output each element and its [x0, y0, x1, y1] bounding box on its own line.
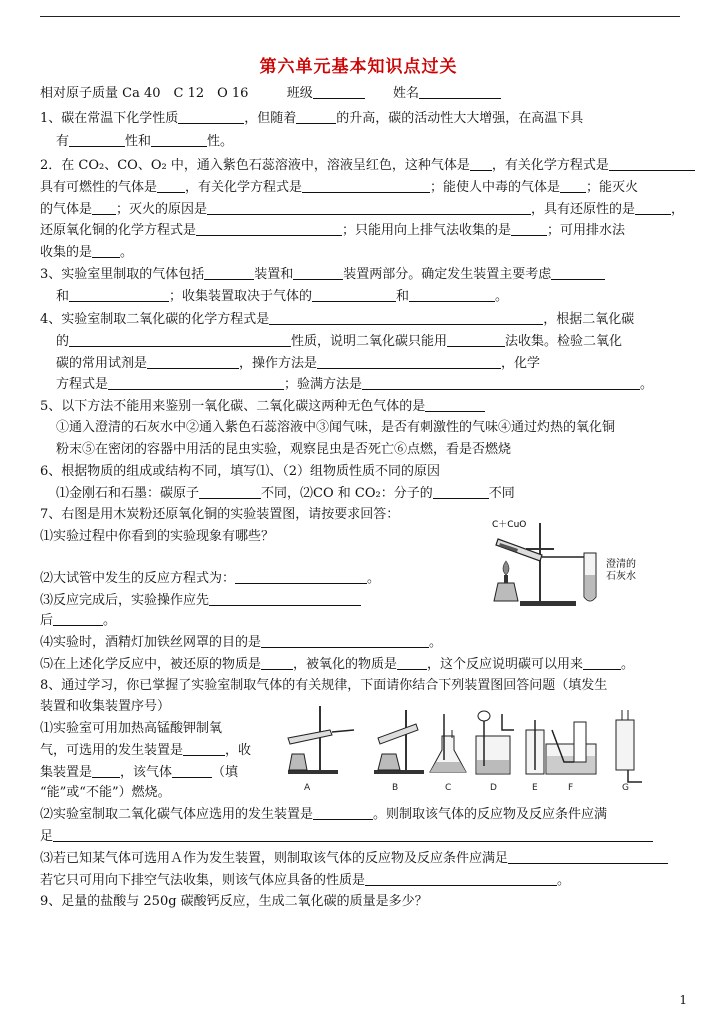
blank[interactable] [560, 179, 586, 193]
q7-line5: 后 。 [40, 613, 117, 628]
apparatus-label-c: C [445, 783, 452, 793]
q3-line1: 3、实验室里制取的气体包括 装置和 装置两部分。确定发生装置主要考虑 [40, 266, 605, 284]
q8-line10: 若它只可用向下排空气法收集，则该气体应具备的性质是 。 [40, 873, 571, 888]
q8-line3: ⑴实验室可用加热高锰酸钾制氧 [40, 721, 223, 736]
blank[interactable] [183, 742, 225, 756]
q7-line6: ⑷实验时，酒精灯加铁丝网罩的目的是 。 [40, 635, 443, 650]
q8-line8: 足 [40, 828, 653, 846]
apparatus-g [616, 710, 642, 782]
apparatus-label-b: B [392, 783, 399, 793]
blank[interactable] [397, 656, 427, 670]
apparatus-b [374, 710, 424, 774]
blank[interactable] [433, 485, 489, 499]
blank[interactable] [313, 806, 373, 820]
q8-line2: 装置和收集装置序号） [40, 699, 171, 714]
blank[interactable] [362, 376, 640, 390]
blank[interactable] [293, 266, 343, 280]
q5-line3: 粉末⑤在密闭的容器中用活的昆虫实验，观察昆虫是否死亡⑥点燃，看是否燃烧 [56, 442, 512, 457]
q7-line3: ⑵大试管中发生的反应方程式为： 。 [40, 571, 381, 586]
blank[interactable] [196, 222, 342, 236]
q2-line4: 还原氧化铜的化学方程式是 ；只能用向上排气法收集的是 ；可用排水法 [40, 223, 626, 238]
q6-line1: 6、根据物质的组成或结构不同，填写⑴、（2）组物质性质不同的原因 [40, 464, 441, 479]
q7-line1: 7、右图是用木炭粉还原氧化铜的实验装置图，请按要求回答： [40, 507, 400, 522]
class-field[interactable] [313, 85, 365, 99]
q2-line5: 收集的是 。 [40, 245, 134, 260]
blank[interactable] [147, 355, 239, 369]
blank[interactable] [209, 592, 361, 606]
blank[interactable] [172, 764, 212, 778]
q8-line9: ⑶若已知某气体可选用Ａ作为发生装置，则制取该气体的反应物及反应条件应满足 [40, 850, 668, 868]
blank[interactable] [69, 333, 291, 347]
blank[interactable] [511, 222, 547, 236]
blank[interactable] [92, 201, 116, 215]
blank[interactable] [551, 266, 605, 280]
blank[interactable] [235, 570, 367, 584]
apparatus-c [430, 714, 466, 772]
q8-line5: 集装置是 ，该气体 （填 [40, 765, 239, 780]
q4-line4: 方程式是 ；验满方法是 。 [56, 377, 654, 392]
blank[interactable] [108, 376, 284, 390]
q8-line1: 8、通过学习，你已掌握了实验室制取气体的有关规律，下面请你结合下列装置图回答问题（填发生 [40, 678, 608, 693]
gas-apparatus-figure [282, 700, 692, 795]
blank[interactable] [53, 828, 653, 842]
blank[interactable] [296, 110, 336, 124]
blank[interactable] [261, 634, 429, 648]
apparatus-label-g: G [622, 783, 629, 793]
blank[interactable] [302, 179, 430, 193]
q8-line6: “能”或“不能”）燃烧。 [40, 785, 171, 800]
blank[interactable] [470, 157, 492, 171]
blank[interactable] [69, 288, 169, 302]
blank[interactable] [635, 201, 671, 215]
blank[interactable] [317, 355, 501, 369]
q2-line2: 具有可燃性的气体是 ，有关化学方程式是 ；能使人中毒的气体是 ；能灭火 [40, 180, 639, 195]
q8-line7: ⑵实验室制取二氧化碳气体应选用的发生装置是 。则制取该气体的反应物及反应条件应满 [40, 807, 608, 822]
q2-line3: 的气体是 ；灭火的原因是 ，具有还原性的是 ， [40, 202, 685, 217]
q7-line4: ⑶反应完成后，实验操作应先 [40, 592, 361, 610]
q3-line2: 和 ；收集装置取决于气体的 和 。 [56, 289, 509, 304]
blank[interactable] [157, 179, 185, 193]
q6-line2: ⑴金刚石和石墨：碳原子 不同，⑵CO 和 CO₂：分子的 不同 [56, 486, 515, 501]
blank[interactable] [92, 764, 120, 778]
blank[interactable] [583, 656, 621, 670]
blank[interactable] [261, 656, 293, 670]
q5-line2: ①通入澄清的石灰水中②通入紫色石蕊溶液中③闻气味，是否有刺激性的气味④通过灼热的氧化铜 [56, 420, 616, 435]
apparatus-label-a: A [304, 783, 311, 793]
class-label: 班级 [286, 86, 313, 101]
q1-line2: 有 性和 性。 [56, 134, 234, 149]
header-line [40, 85, 501, 103]
q4-line1: 4、实验室制取二氧化碳的化学方程式是 ，根据二氧化碳 [40, 312, 635, 327]
q9-line1: 9、足量的盐酸与 250g 碳酸钙反应，生成二氧化碳的质量是多少？ [40, 894, 428, 909]
apparatus-f [546, 722, 596, 774]
blank[interactable] [312, 288, 396, 302]
name-label: 姓名 [393, 86, 420, 101]
q2-line1: 2．在 CO₂、CO、O₂ 中，通入紫色石蕊溶液中，溶液呈红色，这种气体是 ，有关化学方程式是 [40, 157, 695, 175]
apparatus-label-d: D [490, 783, 497, 793]
q7-line7: ⑸在上述化学反应中，被还原的物质是 ，被氧化的物质是 ，这个反应说明碳可以用来 。 [40, 657, 635, 672]
blank[interactable] [53, 612, 103, 626]
q4-line2: 的 性质，说明二氧化碳只能用 法收集。检验二氧化 [56, 334, 623, 349]
blank[interactable] [151, 133, 207, 147]
blank[interactable] [425, 398, 485, 412]
blank[interactable] [199, 485, 261, 499]
blank[interactable] [204, 266, 254, 280]
blank[interactable] [409, 288, 495, 302]
name-field[interactable] [419, 85, 501, 99]
page-title: 第六单元基本知识点过关 [259, 57, 458, 77]
carbon-reduction-apparatus-figure [478, 515, 678, 610]
apparatus-label-f: F [568, 783, 574, 793]
q1-line1: 1、碳在常温下化学性质 ，但随着 的升高，碳的活动性大大增强，在高温下具 [40, 111, 584, 126]
q4-line3: 碳的常用试剂是 ，操作方法是 ，化学 [56, 356, 541, 371]
apparatus-a [288, 706, 354, 774]
q5-line1: 5、以下方法不能用来鉴别一氧化碳、二氧化碳这两种无色气体的是 [40, 398, 485, 416]
atomic-masses: 相对原子质量 Ca 40 C 12 O 16 [40, 86, 249, 101]
page-number: 1 [679, 993, 687, 1007]
blank[interactable] [269, 311, 543, 325]
figure-label-limewater-2: 石灰水 [606, 571, 636, 582]
figure-label-limewater-1: 澄清的 [606, 559, 636, 570]
blank[interactable] [92, 244, 120, 258]
blank[interactable] [69, 133, 125, 147]
top-rule [40, 16, 680, 17]
blank[interactable] [365, 872, 557, 886]
blank[interactable] [609, 157, 695, 171]
blank[interactable] [447, 333, 505, 347]
q7-line2: ⑴实验过程中你看到的实验现象有哪些？ [40, 529, 275, 544]
blank[interactable] [178, 110, 244, 124]
blank[interactable] [508, 850, 668, 864]
q8-line4: 气，可选用的发生装置是 ，收 [40, 743, 252, 758]
apparatus-label-e: E [532, 783, 538, 793]
apparatus-d [476, 711, 514, 774]
figure-label-reactants: C＋CuO [492, 520, 527, 530]
apparatus-e [526, 720, 544, 774]
blank[interactable] [207, 201, 531, 215]
